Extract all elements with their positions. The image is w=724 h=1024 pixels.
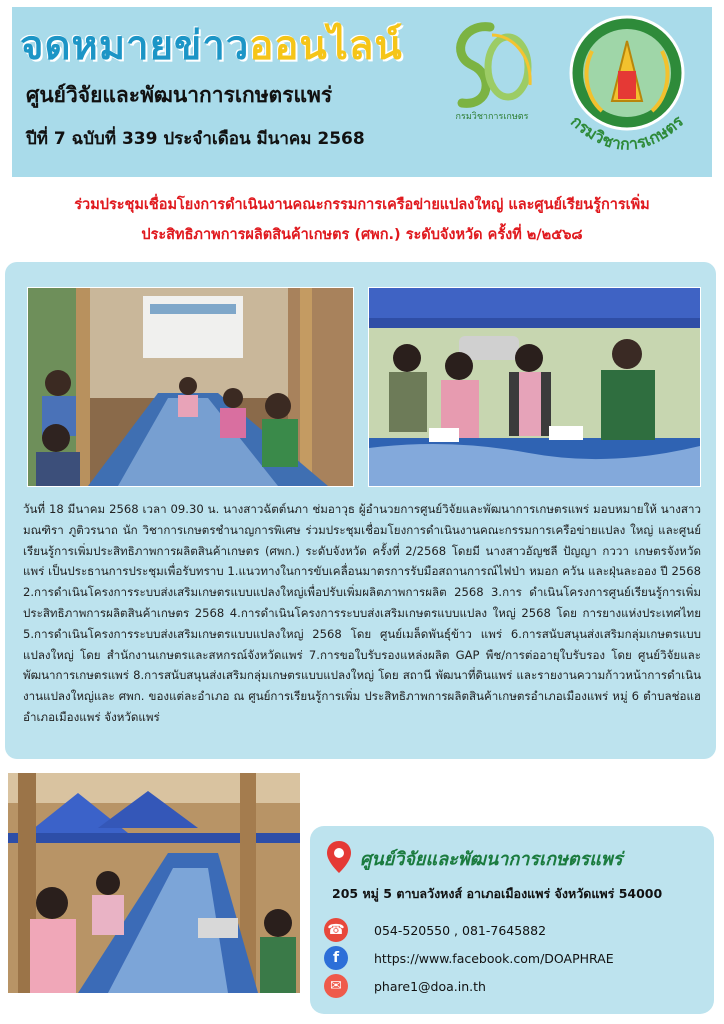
department-logo-text: กรมวิชาการเกษตร [567, 111, 687, 154]
anniversary-caption: กรมวิชาการเกษตร [455, 112, 529, 122]
issue-info: ปีที่ 7 ฉบับที่ 339 ประจำเดือน มีนาคม 2568 [26, 129, 365, 149]
contact-card [310, 826, 714, 1014]
department-logo [552, 11, 702, 171]
center-name: ศูนย์วิจัยและพัฒนาการเกษตรแพร่ [26, 83, 333, 107]
facebook-icon: f [324, 946, 348, 970]
meeting-photo-3 [8, 773, 300, 993]
contact-center-name: ศูนย์วิจัยและพัฒนาการเกษตรแพร่ [360, 849, 623, 870]
map-pin-icon [326, 840, 352, 874]
contact-email-link[interactable]: phare1@doa.in.th [374, 978, 486, 994]
contact-facebook-link[interactable]: https://www.facebook.com/DOAPHRAE [374, 950, 614, 966]
mail-icon: ✉ [324, 974, 348, 998]
anniversary-50-logo [442, 15, 542, 123]
contact-phone-row [324, 918, 546, 942]
newsletter-title [20, 13, 403, 77]
phone-icon: ☎ [324, 918, 348, 942]
meeting-photo-1 [27, 287, 354, 487]
contact-address: 205 หมู่ 5 ตาบลวังหงส์ อาเภอเมืองแพร่ จังหวัดแพร่ 54000 [332, 886, 663, 901]
contact-facebook-row [324, 946, 614, 970]
article-card [5, 262, 716, 759]
article-body: วันที่ 18 มีนาคม 2568 เวลา 09.30 น. นางสาวฉัตต์นภา ช่มอาวุธ ผู้อำนวยการศูนย์วิจัยและพัฒนาการเกษตรแพร่ มอบหมายให้ นางสาวมณฑิรา ภูติวรนาถ นัก วิชาการเกษตรชำนาญการพิเศษ ร่วมประชุมเชื่อมโยงการดำเนินงานคณะกรรมการเครือข่ายแปลง ใหญ่ และศูนย์เรียนรู้การเพิ่มประสิทธิภาพการผลิตสินค้าเกษตร (ศพก.) ระดับจังหวัด ครั้งที่ 2/2568 โดยมี นางสาวอัญชลี ปัญญา กววา เกษตรจังหวัดแพร่ เป็นประธานการประชุมเพื่อรับทราบ 1.แนวทางในการขับเคลื่อนมาตรการรับมือสถานการณ์ไฟป่า หมอก ควัน และฝุ่นละออง ปี 2568 2.การดำเนินโครงการระบบส่งเสริมเกษตรแบบแปลงใหญ่เพื่อปรับเพิ่มผลิตภาพการผลิต 2568 3.การ ดำเนินโครงการศูนย์เรียนรู้การเพิ่มประสิทธิภาพการผลิตสินค้าเกษตร 2568 4.การดำเนินโครงการระบบส่งเสริมเกษตรแบบแปลง ใหญ่ 2568 โดย การยางแห่งประเทศไทย 5.การดำเนินโครงการระบบส่งเสริมเกษตรแบบแปลงใหญ่ 2568 โดย ศูนย์เมล็ดพันธุ์ข้าว แพร่ 6.การสนับสนุนส่งเสริมกลุ่มเกษตรแบบแปลงใหญ่ โดย สำนักงานเกษตรและสหกรณ์จังหวัดแพร่ 7.การขอใบรับรองแหล่งผลิต GAP พืช/การต่ออายุใบรับรอง โดย ศูนย์วิจัยและพัฒนาการเกษตรแพร่ 8.การสนับสนุนส่งเสริมกลุ่มเกษตรแบบแปลงใหญ่ โดย สถานี พัฒนาที่ดินแพร่ และรายงานความก้าวหน้าการดำเนินงานแปลงใหญ่และ ศพก. ของแต่ละอำเภอ ณ ศูนย์การเรียนรู้การเพิ่ม ประสิทธิภาพการผลิตสินค้าเกษตรอำเภอเมืองแพร่ หมู่ 6 ตำบลช่อแฮ อำเภอเมืองแพร่ จังหวัดแพร่ [23, 502, 701, 724]
contact-email-row [324, 974, 486, 998]
headline-line-1: ร่วมประชุมเชื่อมโยงการดำเนินงานคณะกรรมการเครือข่ายแปลงใหญ่ และศูนย์เรียนรู้การเพิ่ม [74, 197, 650, 213]
title-part-newsletter: จดหมายข่าว [20, 23, 250, 69]
newsletter-header [12, 7, 712, 177]
headline [20, 190, 704, 250]
meeting-photo-2 [368, 287, 701, 487]
title-part-online: ออนไลน์ [249, 23, 403, 69]
headline-line-2: ประสิทธิภาพการผลิตสินค้าเกษตร (ศพก.) ระดับจังหวัด ครั้งที่ ๒/๒๕๖๘ [141, 227, 583, 243]
contact-phone: 054-520550 , 081-7645882 [374, 922, 547, 938]
